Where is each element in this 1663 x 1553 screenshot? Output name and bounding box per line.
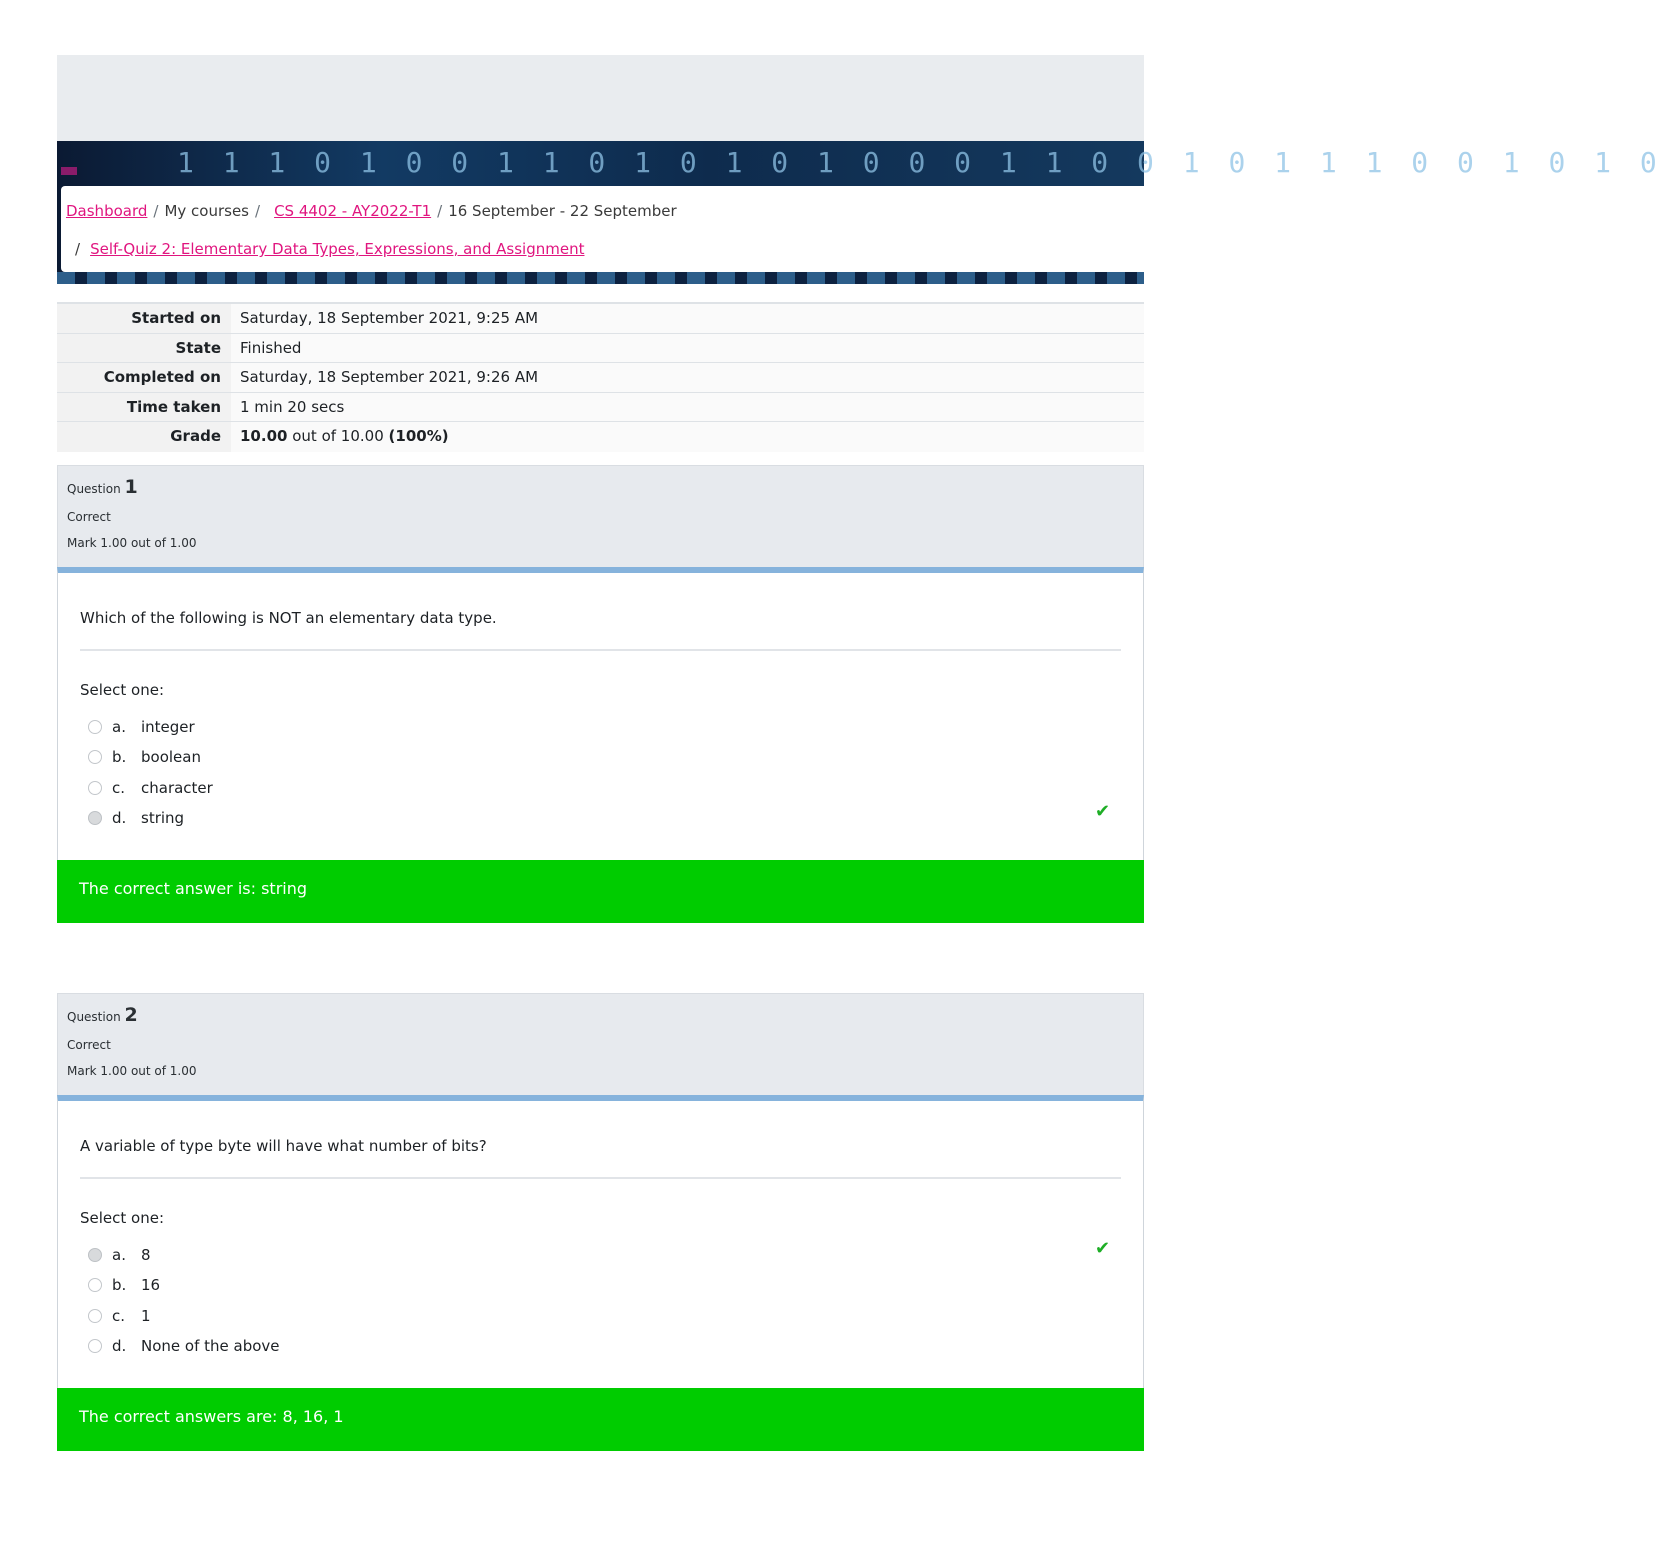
question-info [57, 465, 1144, 569]
breadcrumb-my-courses: My courses [164, 202, 249, 220]
question-label: Question [67, 482, 121, 496]
radio-icon[interactable] [88, 1309, 102, 1323]
attempt-summary-table [57, 302, 1144, 452]
question-status: Correct [67, 510, 111, 524]
radio-icon[interactable] [88, 1248, 102, 1262]
option-text: 16 [141, 1276, 161, 1294]
breadcrumb-separator: / [437, 202, 443, 220]
summary-label: Time taken [57, 393, 231, 422]
option-letter: a. [112, 718, 126, 736]
summary-value: Saturday, 18 September 2021, 9:25 AM [231, 304, 1144, 333]
summary-row-time [57, 393, 1144, 423]
radio-icon[interactable] [88, 720, 102, 734]
answer-option[interactable] [88, 1276, 160, 1294]
option-letter: d. [112, 809, 127, 827]
option-letter: b. [112, 748, 127, 766]
option-letter: d. [112, 1337, 127, 1355]
radio-icon[interactable] [88, 811, 102, 825]
question-number [67, 1004, 1134, 1026]
breadcrumb-separator: / [255, 202, 261, 220]
summary-label: Started on [57, 304, 231, 333]
grade-score: 10.00 [240, 427, 288, 445]
option-letter: b. [112, 1276, 127, 1294]
breadcrumb-dashboard-link[interactable]: Dashboard [66, 202, 148, 220]
question-info [57, 993, 1144, 1097]
question-text: Which of the following is NOT an elementary data type. [80, 609, 497, 627]
breadcrumb-week: 16 September - 22 September [448, 202, 677, 220]
breadcrumb-course-link[interactable]: CS 4402 - AY2022-T1 [274, 202, 432, 220]
check-icon: ✔ [1095, 801, 1111, 822]
option-text: 8 [141, 1246, 151, 1264]
answer-option[interactable] [88, 1337, 280, 1355]
summary-value [231, 422, 1144, 452]
summary-label: Grade [57, 422, 231, 452]
option-text: integer [141, 718, 195, 736]
correct-answer-feedback: The correct answer is: string [57, 860, 1144, 923]
banner-binary-pattern: 1 1 1 0 1 0 0 1 1 0 1 0 1 0 1 0 0 0 1 1 0 0 1 0 1 1 1 0 0 1 0 1 0 [177, 146, 1663, 179]
page-header-area [57, 55, 1144, 141]
summary-row-completed [57, 363, 1144, 393]
breadcrumb-quiz-link[interactable]: Self-Quiz 2: Elementary Data Types, Expressions, and Assignment [90, 240, 585, 258]
answer-option[interactable] [88, 779, 213, 797]
divider [80, 1177, 1121, 1179]
summary-value: Finished [231, 334, 1144, 363]
breadcrumb-line-2 [75, 240, 584, 258]
question-label: Question [67, 1010, 121, 1024]
option-text: boolean [141, 748, 201, 766]
question-mark: Mark 1.00 out of 1.00 [67, 1064, 197, 1078]
question-number-value: 1 [124, 476, 138, 498]
answer-option-selected[interactable] [88, 809, 184, 827]
question-content [57, 1095, 1144, 1389]
summary-value: 1 min 20 secs [231, 393, 1144, 422]
question-number-value: 2 [124, 1004, 138, 1026]
radio-icon[interactable] [88, 750, 102, 764]
summary-label: Completed on [57, 363, 231, 392]
question-content [57, 567, 1144, 861]
option-text: character [141, 779, 213, 797]
summary-row-grade [57, 422, 1144, 452]
radio-icon[interactable] [88, 1278, 102, 1292]
radio-icon[interactable] [88, 1339, 102, 1353]
answer-option-selected[interactable] [88, 1246, 151, 1264]
option-text: 1 [141, 1307, 151, 1325]
summary-row-state [57, 334, 1144, 364]
question-number [67, 476, 1134, 498]
grade-out-of: out of 10.00 [292, 427, 384, 445]
check-icon: ✔ [1095, 1238, 1111, 1259]
option-text: None of the above [141, 1337, 280, 1355]
option-text: string [141, 809, 185, 827]
answer-option[interactable] [88, 718, 195, 736]
breadcrumb-separator: / [75, 240, 81, 258]
breadcrumb-line-1 [66, 202, 677, 220]
option-letter: c. [112, 779, 126, 797]
option-letter: a. [112, 1246, 126, 1264]
answer-option[interactable] [88, 748, 201, 766]
summary-label: State [57, 334, 231, 363]
question-mark: Mark 1.00 out of 1.00 [67, 536, 197, 550]
summary-value: Saturday, 18 September 2021, 9:26 AM [231, 363, 1144, 392]
select-one-label: Select one: [80, 681, 165, 699]
summary-row-started [57, 304, 1144, 334]
breadcrumb [61, 186, 1144, 272]
radio-icon[interactable] [88, 781, 102, 795]
question-text: A variable of type byte will have what number of bits? [80, 1137, 487, 1155]
correct-answer-feedback: The correct answers are: 8, 16, 1 [57, 1388, 1144, 1451]
option-letter: c. [112, 1307, 126, 1325]
divider [80, 649, 1121, 651]
banner-strip [57, 272, 1144, 284]
banner-mark [61, 167, 77, 175]
answer-option[interactable] [88, 1307, 151, 1325]
grade-percent: (100%) [388, 427, 449, 445]
select-one-label: Select one: [80, 1209, 165, 1227]
breadcrumb-separator: / [153, 202, 159, 220]
question-status: Correct [67, 1038, 111, 1052]
